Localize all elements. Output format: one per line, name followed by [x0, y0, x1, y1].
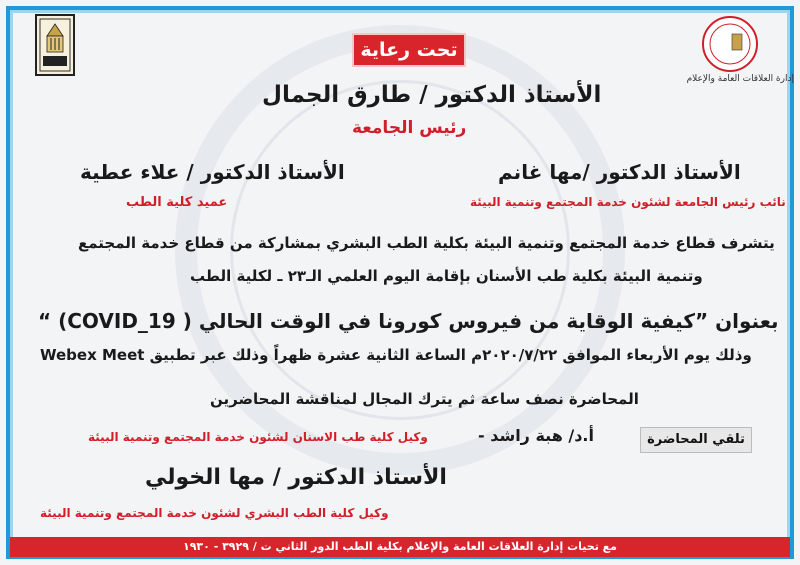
footer-bar: مع تحيات إدارة العلاقات العامة والإعلام بكلية الطب الدور الثاني ت / ٣٩٢٩ - ١٩٣٠: [10, 537, 790, 557]
date-time-line: وذلك يوم الأربعاء الموافق ٢٠٢٠/٧/٢٢م الساعة الثانية عشرة ظهراً وذلك عبر تطبيق Webex Meet: [40, 346, 752, 364]
dean-name: الأستاذ الدكتور / علاء عطية: [80, 160, 345, 184]
university-president-name: الأستاذ الدكتور / طارق الجمال: [262, 82, 602, 108]
lecturer-title: وكيل كلية طب الاسنان لشئون خدمة المجتمع وتنمية البيئة: [88, 430, 428, 444]
university-logo: [35, 14, 75, 76]
university-president-title: رئيس الجامعة: [352, 118, 467, 138]
logo-caption: إدارة العلاقات العامة والإعلام: [686, 74, 794, 84]
lecturer-label: تلقي المحاضرة: [640, 427, 752, 453]
faculty-logo: [700, 14, 760, 74]
lecturer-name: أ.د/ هبة راشد -: [478, 426, 594, 445]
lecture-duration-line: المحاضرة نصف ساعة ثم يترك المجال لمناقشة المحاضرين: [210, 390, 639, 408]
vice-president-name: الأستاذ الدكتور /مها غانم: [498, 160, 741, 184]
lecture-title: بعنوان ”كيفية الوقاية من فيروس كورونا في الوقت الحالي ( COVID_19) “: [38, 309, 779, 333]
body-line-2: وتنمية البيئة بكلية طب الأسنان بإقامة اليوم العلمي الـ٢٣ ـ لكلية الطب: [190, 267, 703, 285]
vice-president-title: نائب رئيس الجامعة لشئون خدمة المجتمع وتنمية البيئة: [470, 195, 786, 209]
vice-dean-name: الأستاذ الدكتور / مها الخولي: [145, 465, 447, 490]
body-line-1: يتشرف قطاع خدمة المجتمع وتنمية البيئة بكلية الطب البشري بمشاركة من قطاع خدمة المجتمع: [78, 234, 775, 252]
under-patronage-banner: تحت رعاية: [352, 33, 466, 67]
vice-dean-title: وكيل كلية الطب البشري لشئون خدمة المجتمع وتنمية البيئة: [40, 506, 389, 520]
dean-title: عميد كلية الطب: [126, 195, 228, 210]
